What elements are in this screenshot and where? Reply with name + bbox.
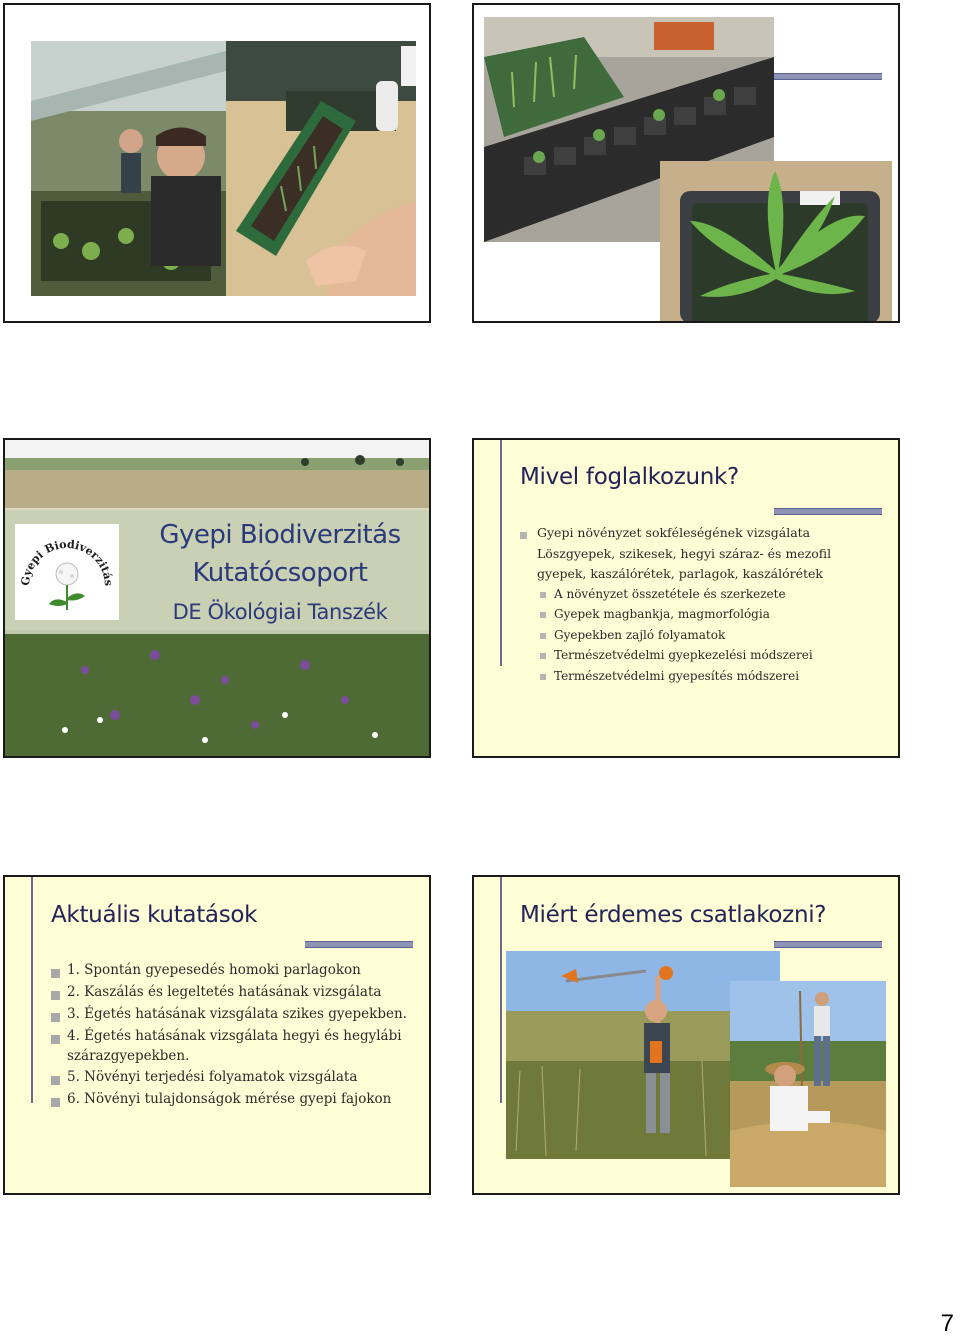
sub-bullet-3: Gyepekben zajló folyamatok	[554, 628, 726, 642]
sub-bullet-4: Természetvédelmi gyepkezelési módszerei	[554, 648, 813, 662]
research-item-5: 5. Növényi terjedési folyamatok vizsgálata	[67, 1069, 358, 1085]
title-rule	[774, 73, 882, 80]
title-rule	[774, 941, 882, 948]
slide-3	[3, 438, 431, 758]
research-group-logo	[15, 524, 119, 620]
sub-bullet-marker	[540, 612, 546, 618]
sub-bullet-5: Természetvédelmi gyepesítés módszerei	[554, 669, 800, 683]
slide-title: Mivel foglalkozunk?	[520, 464, 739, 490]
page-number: 7	[940, 1310, 954, 1337]
research-item-6: 6. Növényi tulajdonságok mérése gyepi fajokon	[67, 1091, 392, 1107]
slide-2	[472, 3, 900, 323]
slide-6	[472, 875, 900, 1195]
accent-bar	[500, 877, 502, 1103]
research-item-3: 3. Égetés hatásának vizsgálata szikes gyepekben.	[67, 1006, 407, 1022]
research-item-4: 4. Égetés hatásának vizsgálata hegyi és hegylábi	[67, 1028, 402, 1044]
research-item-1: 1. Spontán gyepesedés homoki parlagokon	[67, 962, 361, 978]
slide-title: Aktuális kutatások	[51, 902, 258, 928]
research-item-2: 2. Kaszálás és legeltetés hatásának vizsgálata	[67, 984, 382, 1000]
slide-title: Miért érdemes csatlakozni?	[520, 902, 827, 928]
sub-bullet-marker	[540, 633, 546, 639]
sub-bullet-marker	[540, 653, 546, 659]
research-item-4-cont: szárazgyepekben.	[67, 1048, 190, 1064]
main-text-line-1: Löszgyepek, szikesek, hegyi száraz- és mezofil	[537, 546, 832, 561]
bullet-marker	[51, 1013, 60, 1022]
sub-bullet-marker	[540, 674, 546, 680]
students-on-haybale-photo	[730, 981, 886, 1187]
title-line-1: Gyepi Biodiverzitás	[159, 520, 401, 550]
title-rule	[774, 508, 882, 515]
bullet-marker	[51, 991, 60, 1000]
subtitle: DE Ökológiai Tanszék	[172, 600, 388, 624]
sub-bullet-2: Gyepek magbankja, magmorfológia	[554, 607, 770, 621]
sub-bullet-marker	[540, 592, 546, 598]
sub-bullet-1: A növényzet összetétele és szerkezete	[554, 587, 786, 601]
main-bullet: Gyepi növényzet sokféleségének vizsgálata	[537, 525, 811, 540]
logo-arc-text: Gyepi Biodiverzitás	[18, 537, 116, 587]
bullet-marker	[51, 969, 60, 978]
title-rule	[305, 941, 413, 948]
seedling-tray-photo	[226, 41, 416, 296]
slide-1	[3, 3, 431, 323]
bullet-marker	[51, 1076, 60, 1085]
title-line-2: Kutatócsoport	[192, 558, 368, 588]
potted-seedling-photo	[660, 161, 892, 323]
bullet-marker	[51, 1098, 60, 1107]
accent-bar	[31, 877, 33, 1103]
greenhouse-students-photo	[31, 41, 226, 296]
bullet-marker	[520, 532, 527, 539]
slide-4	[472, 438, 900, 758]
slide-5	[3, 875, 431, 1195]
main-text-line-2: gyepek, kaszálórétek, parlagok, kaszálórétek	[537, 566, 823, 581]
bullet-marker	[51, 1035, 60, 1044]
accent-bar	[500, 440, 502, 666]
